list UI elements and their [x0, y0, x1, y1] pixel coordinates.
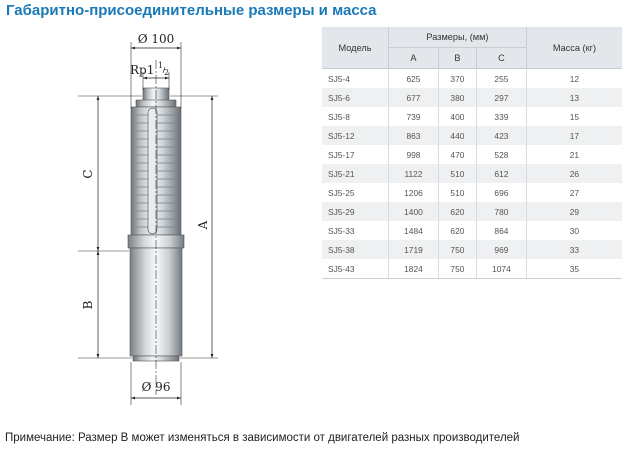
dimensions-table	[322, 27, 622, 279]
table-row	[322, 69, 622, 89]
pump-dimension-drawing	[0, 0, 320, 425]
cell-b: 400	[438, 107, 476, 126]
dim-thread-fraction-num: 1	[158, 61, 164, 70]
cell-mass: 12	[526, 69, 622, 89]
header-model: Модель	[322, 27, 389, 69]
header-a: A	[389, 48, 439, 69]
table-row	[322, 221, 622, 240]
cell-b: 750	[438, 240, 476, 259]
cell-mass: 15	[526, 107, 622, 126]
cell-model: SJ5-6	[322, 88, 389, 107]
cell-model: SJ5-17	[328, 149, 355, 160]
cell-a: 739	[389, 107, 439, 126]
cell-b: 750	[438, 259, 476, 279]
header-c: C	[476, 48, 526, 69]
table-row	[322, 107, 622, 126]
cell-a: 1122	[389, 164, 439, 183]
cell-b: 470	[438, 145, 476, 164]
cell-a: 1400	[389, 202, 439, 221]
cell-a: 863	[389, 126, 439, 145]
cell-c: 864	[476, 221, 526, 240]
cell-mass: 33	[526, 240, 622, 259]
header-mass: Масса (кг)	[526, 27, 622, 69]
cell-c: 528	[476, 145, 526, 164]
table-row	[322, 183, 622, 202]
cell-a: 1719	[389, 240, 439, 259]
table-row	[322, 126, 622, 145]
cell-b: 620	[438, 202, 476, 221]
cell-c: 255	[476, 69, 526, 89]
cell-mass: 17	[526, 126, 622, 145]
cell-mass: 27	[526, 183, 622, 202]
cell-mass: 35	[526, 259, 622, 279]
table-row	[322, 145, 622, 164]
cell-c: 297	[476, 88, 526, 107]
cell-a: 1824	[389, 259, 439, 279]
cell-model: SJ5-38	[322, 240, 389, 259]
table-row	[322, 202, 622, 221]
cell-model: SJ5-25	[328, 187, 355, 198]
cell-mass: 21	[526, 145, 622, 164]
header-sizes: Размеры, (мм)	[389, 27, 527, 48]
cell-b: 370	[438, 69, 476, 89]
table-row	[322, 164, 622, 183]
cell-model: SJ5-8	[328, 111, 350, 122]
dim-b-label: B	[81, 300, 95, 310]
cell-b: 380	[438, 88, 476, 107]
cell-mass: 13	[526, 88, 622, 107]
cell-c: 423	[476, 126, 526, 145]
cell-a: 1206	[389, 183, 439, 202]
cell-c: 696	[476, 183, 526, 202]
cell-a: 625	[389, 69, 439, 89]
cell-mass: 29	[526, 202, 622, 221]
cell-b: 510	[438, 164, 476, 183]
dim-diameter-100-label: Ø 100	[137, 32, 175, 46]
cell-b: 440	[438, 126, 476, 145]
dim-thread-fraction-den: 2	[164, 68, 170, 77]
cell-model: SJ5-4	[328, 73, 350, 84]
table-row	[322, 88, 622, 107]
cell-model: SJ5-33	[328, 225, 355, 236]
cell-c: 969	[476, 240, 526, 259]
dim-a-label: A	[196, 220, 210, 230]
cell-b: 510	[438, 183, 476, 202]
dim-c-label: C	[81, 169, 95, 179]
dim-thread-label: Rp1	[130, 63, 155, 77]
page-title: Габаритно-присоединительные размеры и масса	[6, 2, 377, 19]
cell-model: SJ5-29	[322, 202, 389, 221]
cell-c: 612	[476, 164, 526, 183]
cell-model: SJ5-12	[322, 126, 389, 145]
cell-a: 1484	[389, 221, 439, 240]
cell-model: SJ5-43	[322, 259, 389, 279]
cell-a: 998	[389, 145, 439, 164]
cell-mass: 26	[526, 164, 622, 183]
cell-c: 780	[476, 202, 526, 221]
cell-mass: 30	[526, 221, 622, 240]
header-b: B	[438, 48, 476, 69]
table-row	[322, 240, 622, 259]
cell-c: 339	[476, 107, 526, 126]
pump-cable-guard	[148, 108, 157, 234]
dim-diameter-96-label: Ø 96	[141, 380, 171, 394]
table-row	[322, 259, 622, 279]
cell-c: 1074	[476, 259, 526, 279]
cell-a: 677	[389, 88, 439, 107]
cell-model: SJ5-21	[322, 164, 389, 183]
cell-b: 620	[438, 221, 476, 240]
footnote: Примечание: Размер B может изменяться в зависимости от двигателей разных производителей	[5, 432, 520, 444]
